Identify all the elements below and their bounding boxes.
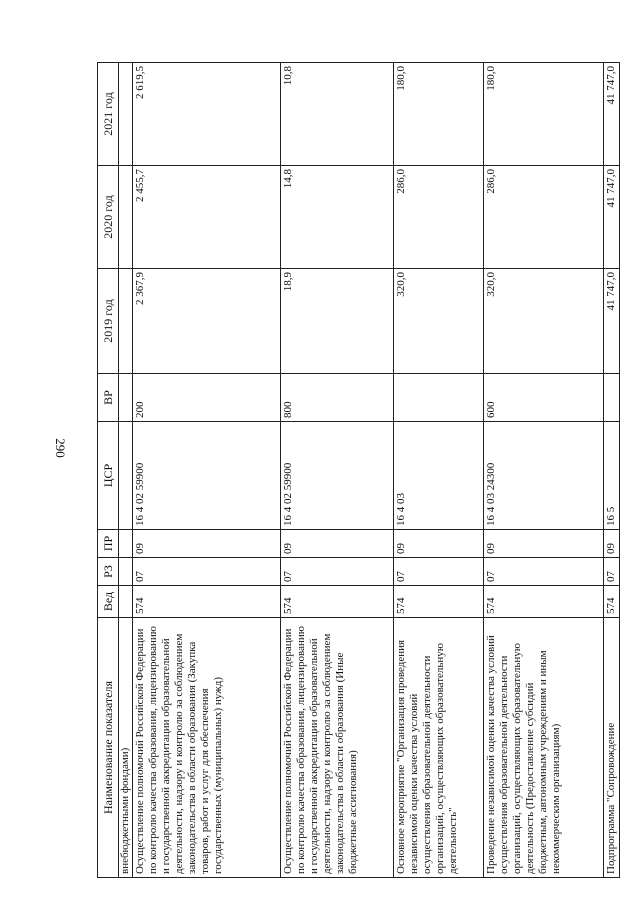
row-2019: 41 747,0 — [604, 269, 620, 374]
row-pr: 09 — [484, 530, 604, 558]
row-name: Осуществление полномочий Российской Федерации по контролю качества образования, лицензированию и государственной аккредитации образовательной деятельности, надзору и контролю за соблюдением законодательства в области образования (Иные бюджетные ассигнования) — [281, 618, 394, 878]
row-ved: 574 — [394, 586, 484, 618]
table-row — [394, 63, 484, 878]
row-rz: 07 — [133, 558, 281, 586]
row-2019: 2 367,9 — [133, 269, 281, 374]
row-name: Основное мероприятие "Организация проведения независимой оценки качества условий осуществления образовательной деятельности организаций, осуществляющих образовательную деятельность" — [394, 618, 484, 878]
budget-table — [97, 62, 620, 878]
row-2020: 286,0 — [484, 166, 604, 269]
header-ved: Вед — [98, 586, 119, 618]
row-name: Проведение независимой оценки качества условий осуществления образовательной деятельности организаций, осуществляющих образовательную деятельность (Предоставление субсидий бюджетным, автономным учреждениям и иным некоммерческим организациям) — [484, 618, 604, 878]
header-pr: ПР — [98, 530, 119, 558]
row-ved: 574 — [281, 586, 394, 618]
row-2019: 18,9 — [281, 269, 394, 374]
row-csr: 16 5 — [604, 422, 620, 530]
row-2019: 320,0 — [484, 269, 604, 374]
row-ved: 574 — [604, 586, 620, 618]
row-rz: 07 — [604, 558, 620, 586]
row-ved: 574 — [133, 586, 281, 618]
table-row-continuation — [119, 63, 133, 878]
row-rz: 07 — [394, 558, 484, 586]
table-header-row — [98, 63, 119, 878]
table-row — [604, 63, 620, 878]
row-rz: 07 — [484, 558, 604, 586]
row-2020: 2 455,7 — [133, 166, 281, 269]
row-2021: 180,0 — [394, 63, 484, 166]
row-rz: 07 — [281, 558, 394, 586]
table-row — [281, 63, 394, 878]
page-number: 290 — [53, 438, 68, 458]
row-vr: 600 — [484, 374, 604, 422]
header-csr: ЦСР — [98, 422, 119, 530]
row-name: Осуществление полномочий Российской Федерации по контролю качества образования, лицензированию и государственной аккредитации образовательной деятельности, надзору и контролю за соблюдением законодательства в области образования (Закупка товаров, работ и услуг для обеспечения государственных (муниципальных) нужд) — [133, 618, 281, 878]
rotated-table-wrapper — [97, 63, 617, 878]
table-row — [484, 63, 604, 878]
row-csr: 16 4 02 59900 — [133, 422, 281, 530]
row-csr: 16 4 03 — [394, 422, 484, 530]
row-pr: 09 — [281, 530, 394, 558]
row-pr: 09 — [604, 530, 620, 558]
header-2019: 2019 год — [98, 269, 119, 374]
row-2019: 320,0 — [394, 269, 484, 374]
rotated-table-area — [97, 63, 617, 878]
row-2020: 14,8 — [281, 166, 394, 269]
row-name: Подпрограмма "Сопровождение — [604, 618, 620, 878]
header-2021: 2021 год — [98, 63, 119, 166]
row-vr: 200 — [133, 374, 281, 422]
table-row — [133, 63, 281, 878]
header-rz: РЗ — [98, 558, 119, 586]
row-vr — [604, 374, 620, 422]
header-2020: 2020 год — [98, 166, 119, 269]
row-ved: 574 — [484, 586, 604, 618]
row-2021: 180,0 — [484, 63, 604, 166]
row-2021: 2 619,5 — [133, 63, 281, 166]
row-2020: 41 747,0 — [604, 166, 620, 269]
header-name: Наименование показателя — [98, 618, 119, 878]
row-pr: 09 — [394, 530, 484, 558]
row-2020: 286,0 — [394, 166, 484, 269]
continuation-text: внебюджетными фондами) — [119, 618, 133, 878]
row-vr: 800 — [281, 374, 394, 422]
row-vr — [394, 374, 484, 422]
row-csr: 16 4 02 59900 — [281, 422, 394, 530]
row-pr: 09 — [133, 530, 281, 558]
row-2021: 10,8 — [281, 63, 394, 166]
row-csr: 16 4 03 24300 — [484, 422, 604, 530]
row-2021: 41 747,0 — [604, 63, 620, 166]
header-vr: ВР — [98, 374, 119, 422]
